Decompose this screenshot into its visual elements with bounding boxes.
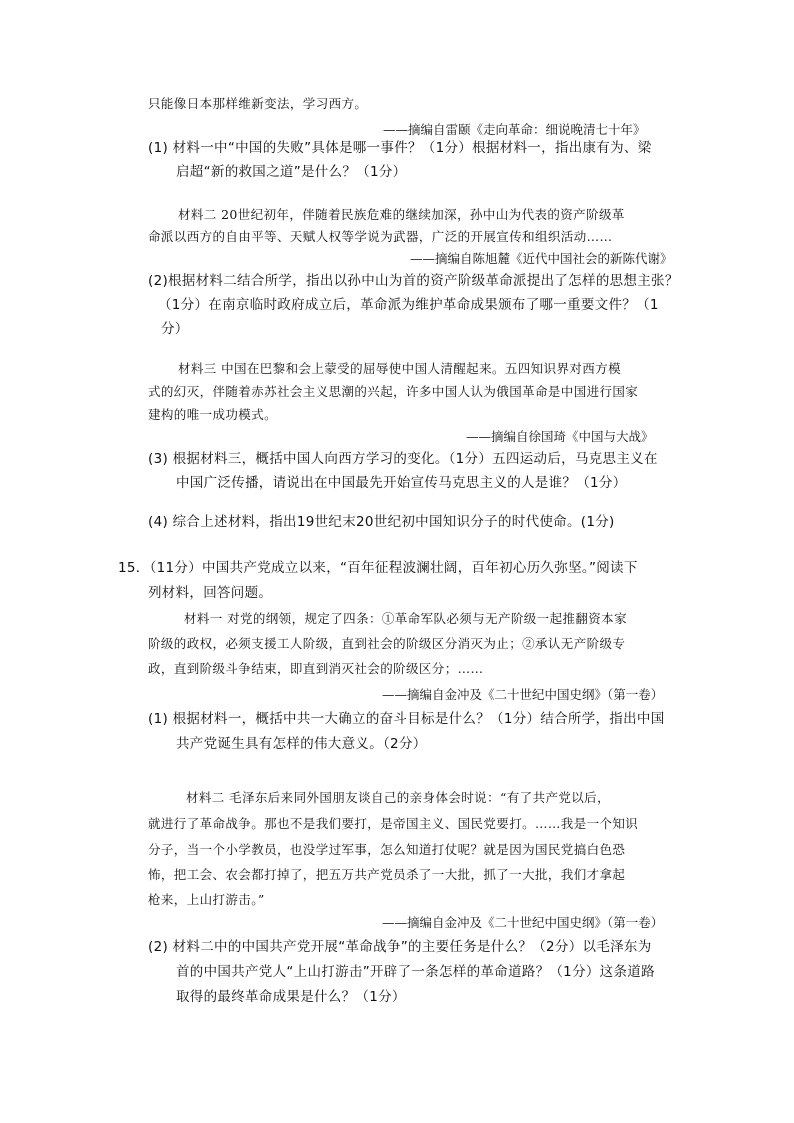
material1-source: ——摘编自雷颐《走向革命：细说晚清七十年》 [383,122,646,137]
question-2-line2: （1分）在南京临时政府成立后，革命派为维护革命成果颁布了哪一重要文件？（1 [158,297,659,313]
question-15-1-line1: (1) 根据材料一，概括中共一大确立的奋斗目标是什么？（1分）结合所学，指出中国 [148,711,665,727]
q15-material1-line1: 材料一 对党的纲领，规定了四条：①革命军队必须与无产阶级一起推翻资本家 [184,611,627,626]
question-15-2-line3: 取得的最终革命成果是什么？（1分） [176,989,406,1005]
material2-line2: 命派以西方的自由平等、天赋人权等学说为武器，广泛的开展宣传和组织活动…… [148,229,613,244]
q15-material2-line1: 材料二 毛泽东后来同外国朋友谈自己的亲身体会时说：“有了共产党以后， [186,790,610,805]
q15-material2-line5: 枪来，上山打游击。” [148,892,265,907]
question-3-line2: 中国广泛传播，请说出在中国最先开始宣传马克思主义的人是谁？（1分） [176,475,627,491]
question-15-1-line2: 共产党诞生具有怎样的伟大意义。（2分） [176,736,427,752]
question-3-line1: (3) 根据材料三，概括中国人向西方学习的变化。（1分）五四运动后，马克思主义在 [148,451,658,467]
material3-line3: 建构的唯一成功模式。 [148,407,278,422]
question-4-line1: (4) 综合上述材料，指出19世纪末20世纪初中国知识分子的时代使命。(1分) [148,514,615,530]
question-2-line3: 分） [161,321,189,337]
q15-material2-line4: 怖，把工会、农会都打掉了，把五万共产党员杀了一大批，抓了一大批，我们才拿起 [148,867,626,882]
material3-line1: 材料三 中国在巴黎和会上蒙受的屈辱使中国人清醒起来。五四知识界对西方模 [178,361,621,376]
material2-line1: 材料二 20世纪初年，伴随着民族危难的继续加深，孙中山为代表的资产阶级革 [178,207,625,222]
q15-material2-source: ——摘编自金冲及《二十世纪中国史纲》（第一卷） [382,915,664,930]
q15-material2-line2: 就进行了革命战争。那也不是我们要打，是帝国主义、国民党要打。……我是一个知识 [148,816,639,831]
question-2-line1: (2)根据材料二结合所学，指出以孙中山为首的资产阶级革命派提出了怎样的思想主张？ [148,273,679,289]
material3-line2: 式的幻灭，伴随着赤苏社会主义思潮的兴起，许多中国人认为俄国革命是中国进行国家 [148,384,639,399]
q15-material2-line3: 分子，当一个小学教员，也没学过军事，怎么知道打仗呢？就是因为国民党搞白色恐 [148,842,626,857]
question-1-line2: 启超“新的救国之道”是什么？（1分） [176,164,407,180]
material3-source: ——摘编自徐国琦《中国与大战》 [466,429,654,444]
question-15-2-line2: 首的中国共产党人“上山打游击”开辟了一条怎样的革命道路？（1分）这条道路 [176,964,655,980]
q15-material1-source: ——摘编自金冲及《二十世纪中国史纲》（第一卷） [382,687,664,702]
q15-material1-line2: 阶级的政权，必须支援工人阶级，直到社会的阶级区分消灭为止；②承认无产阶级专 [148,636,626,651]
question-15-2-line1: (2) 材料二中的中国共产党开展“革命战争”的主要任务是什么？（2分）以毛泽东为 [148,939,652,955]
question-1-line1: (1) 材料一中“中国的失败”具体是哪一事件？（1分）根据材料一，指出康有为、梁 [148,140,652,156]
question-15-line2: 列材料，回答问题。 [148,585,273,601]
material1-tail: 只能像日本那样维新变法，学习西方。 [148,96,368,111]
material2-source: ——摘编自陈旭麓《近代中国社会的新陈代谢》 [410,251,673,266]
q15-material1-line3: 政，直到阶级斗争结束，即直到消灭社会的阶级区分；…… [148,661,484,676]
question-15-line1: 15．（11分）中国共产党成立以来，“百年征程波澜壮阔，百年初心历久弥坚。”阅读下 [118,560,638,576]
